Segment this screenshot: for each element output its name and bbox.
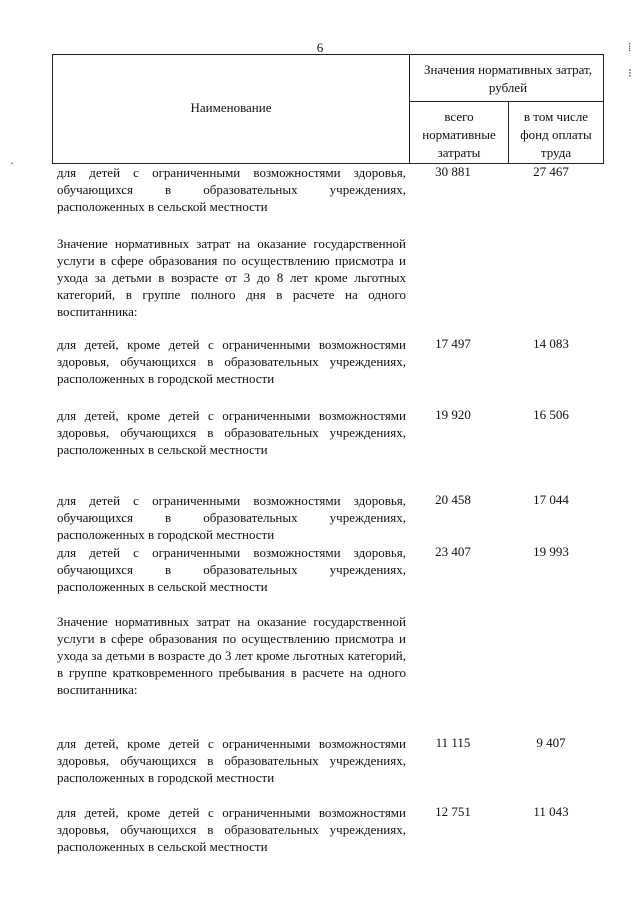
row-payroll: 11 043 <box>533 804 569 819</box>
header-name: Наименование <box>190 100 272 115</box>
header-total: всего нормативные затраты <box>422 109 496 160</box>
row-payroll: 17 044 <box>533 492 569 507</box>
header-values-group: Значения нормативных затрат, рублей <box>423 62 593 95</box>
header-payroll: в том числе фонд оплаты труда <box>520 109 592 160</box>
row-total: 19 920 <box>435 407 471 422</box>
row-desc: для детей с ограниченными возможностями здоровья, обучающихся в образовательных учреждениях, расположенных в городской местности <box>57 493 406 542</box>
row-payroll: 27 467 <box>533 164 569 179</box>
row-payroll: 14 083 <box>533 336 569 351</box>
row-total: 17 497 <box>435 336 471 351</box>
section-heading: Значение нормативных затрат на оказание государственной услуги в сфере образования по осуществлению присмотра и ухода за детьми в возрасте от 3 до 8 лет кроме льготных категорий, в группе полного дня в расчете на одного воспитанника: <box>57 236 406 319</box>
row-payroll: 9 407 <box>536 735 566 750</box>
scan-mark: ⁝ <box>628 66 632 80</box>
row-total: 23 407 <box>435 544 471 559</box>
row-desc: для детей, кроме детей с ограниченными возможностями здоровья, обучающихся в образовательных учреждениях, расположенных в городской местности <box>57 337 406 386</box>
row-total: 11 115 <box>435 735 471 750</box>
header-divider-subcols <box>508 101 509 163</box>
row-desc: для детей, кроме детей с ограниченными возможностями здоровья, обучающихся в образовательных учреждениях, расположенных в сельской местности <box>57 408 406 457</box>
header-divider-group <box>409 101 603 102</box>
header-divider-name <box>409 55 410 163</box>
section-heading: Значение нормативных затрат на оказание государственной услуги в сфере образования по осуществлению присмотра и ухода за детьми в возрасте до 3 лет кроме льготных категорий, в группе кратковременного пребывания в расчете на одного воспитанника: <box>57 614 406 697</box>
scan-dot: · <box>10 156 14 170</box>
page-number: 6 <box>316 40 324 55</box>
row-payroll: 16 506 <box>533 407 569 422</box>
row-desc: для детей с ограниченными возможностями здоровья, обучающихся в образовательных учреждениях, расположенных в сельской местности <box>57 545 406 594</box>
row-desc: для детей с ограниченными возможностями здоровья, обучающихся в образовательных учреждениях, расположенных в сельской местности <box>57 165 406 214</box>
scan-mark: ⁞ <box>628 40 632 54</box>
row-total: 20 458 <box>435 492 471 507</box>
row-desc: для детей, кроме детей с ограниченными возможностями здоровья, обучающихся в образовательных учреждениях, расположенных в сельской местности <box>57 805 406 854</box>
row-total: 12 751 <box>435 804 471 819</box>
row-payroll: 19 993 <box>533 544 569 559</box>
row-desc: для детей, кроме детей с ограниченными возможностями здоровья, обучающихся в образовательных учреждениях, расположенных в городской местности <box>57 736 406 785</box>
table-header <box>52 54 604 164</box>
row-total: 30 881 <box>435 164 471 179</box>
